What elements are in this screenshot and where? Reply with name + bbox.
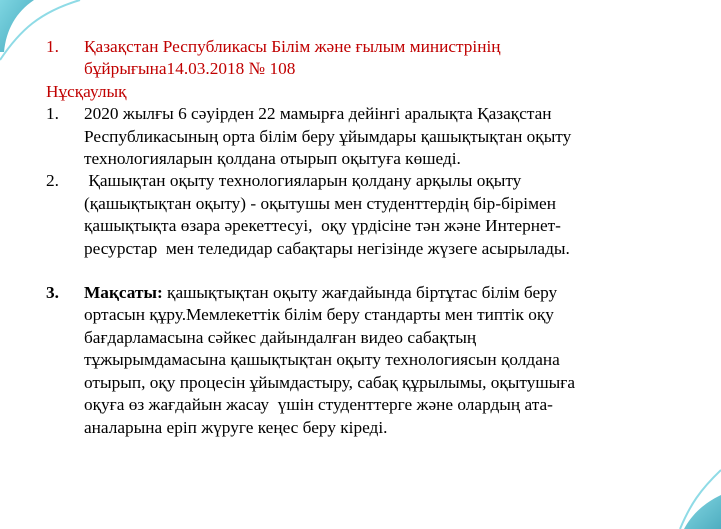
list-item-2: [46, 170, 678, 260]
item-2-line: Қашықтан оқыту технологияларын қолдану арқылы оқыту: [84, 171, 522, 191]
list-item-3: [46, 282, 678, 439]
header-line-2: бұйрығына14.03.2018 № 108: [84, 59, 296, 79]
item-1-line: 2020 жылғы 6 сәуірден 22 мамырға дейінгі аралықта Қазақстан: [84, 104, 552, 124]
item-3-line: ортасын құру.Мемлекеттік білім беру стандарты мен типтік оқу: [84, 305, 554, 325]
header-number: 1.: [46, 37, 59, 56]
item-1-line: Республикасының орта білім беру ұйымдары қашықтықтан оқыту: [84, 126, 572, 146]
item-2-line: (қашықтықтан оқыту) - оқытушы мен студенттердің бір-бірімен: [84, 193, 556, 213]
item-2-line: ресурстар мен теледидар сабақтары негізінде жүзеге асырылады.: [84, 238, 570, 258]
item-3-line: отырып, оқу процесін ұйымдастыру, сабақ құрылымы, оқытушыға: [84, 372, 576, 392]
spacer: [46, 260, 678, 282]
slide-text-box: [38, 28, 686, 480]
goal-label: Мақсаты:: [84, 283, 163, 303]
item-1-line: технологияларын қолдана отырып оқытуға көшеді.: [84, 149, 461, 169]
item-2-line: қашықтықта өзара әрекеттесуі, оқу үрдісіне тән және Интернет-: [84, 216, 561, 236]
item-3-first-line: [84, 282, 678, 304]
item-1-number: 1.: [46, 104, 59, 124]
item-3-line: тұжырымдамасына қашықтықтан оқыту технологиясын қолдана: [84, 350, 560, 370]
header-item: [46, 36, 678, 81]
item-3-line: бағдарламасына сәйкес дайындалған видео сабақтың: [84, 327, 477, 347]
header-line-1: Қазақстан Республикасы Білім және ғылым министрінің: [84, 37, 501, 56]
item-3-first-line-text: қашықтықтан оқыту жағдайында біртұтас білім беру: [162, 283, 558, 303]
corner-swirl-bottom-right: [684, 495, 721, 529]
instruction-label: Нұсқаулық: [46, 81, 127, 101]
list-item-1: [46, 103, 678, 170]
item-3-line: оқуға өз жағдайын жасау үшін студенттерге және олардың ата-: [84, 395, 553, 415]
item-3-number: 3.: [46, 283, 59, 303]
item-2-number: 2.: [46, 171, 59, 191]
item-3-line: аналарына еріп жүруге кеңес беру кіреді.: [84, 417, 388, 437]
